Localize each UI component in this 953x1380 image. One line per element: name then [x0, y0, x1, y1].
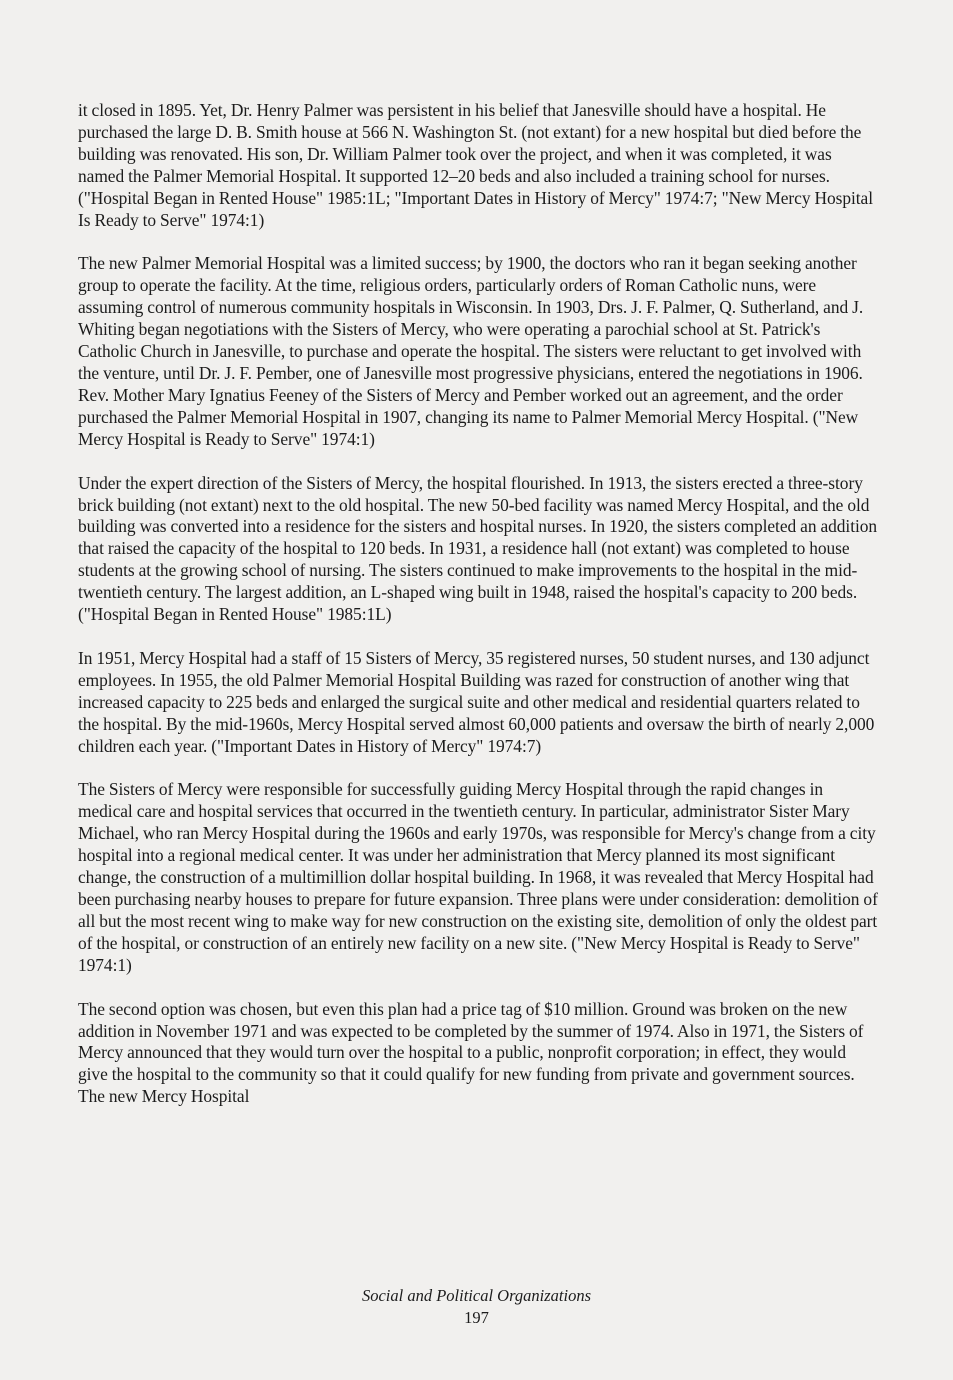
footer-section-title: Social and Political Organizations	[361, 1286, 591, 1305]
page-footer	[0, 1285, 953, 1329]
paragraph-palmer-hospital-origin: it closed in 1895. Yet, Dr. Henry Palmer was persistent in his belief that Janesville should have a hospital. He purchased the large D. B. Smith house at 566 N. Washington St. (not extant) for a new hospital but died before the building was renovated. His son, Dr. William Palmer took over the project, and when it was completed, it was named the Palmer Memorial Hospital. It supported 12–20 beds and also included a training school for nurses. ("Hospital Began in Rented House" 1985:1L; "Important Dates in History of Mercy" 1974:7; "New Mercy Hospital Is Ready to Serve" 1974:1)	[78, 100, 873, 230]
document-body	[78, 100, 878, 1130]
paragraph-regional-medical-center: The Sisters of Mercy were responsible for successfully guiding Mercy Hospital through the rapid changes in medical care and hospital services that occurred in the twentieth century. In particular, administrator Sister Mary Michael, who ran Mercy Hospital during the 1960s and early 1970s, was responsible for Mercy's change from a city hospital into a regional medical center. It was under her administration that Mercy planned its most significant change, the construction of a multimillion dollar hospital building. In 1968, it was revealed that Mercy Hospital had been purchasing nearby houses to prepare for future expansion. Three plans were under consideration: demolition of all but the most recent wing to make way for new construction on the existing site, demolition of only the oldest part of the hospital, or construction of an entirely new facility on a new site. ("New Mercy Hospital is Ready to Serve" 1974:1)	[78, 779, 878, 975]
paragraph-new-construction: The second option was chosen, but even this plan had a price tag of $10 million. Ground was broken on the new addition in November 1971 and was expected to be completed by the summer of 1974. Also in 1971, the Sisters of Mercy announced that they would turn over the hospital to a public, nonprofit corporation; in effect, they would give the hospital to the community so that it could qualify for new funding from private and government sources. The new Mercy Hospital	[78, 998, 864, 1107]
paragraph-1950s-growth: In 1951, Mercy Hospital had a staff of 15 Sisters of Mercy, 35 registered nurses, 50 student nurses, and 130 adjunct employees. In 1955, the old Palmer Memorial Hospital Building was razed for construction of another wing that increased capacity to 225 beds and enlarged the surgical suite and other medical and residential quarters related to the hospital. By the mid-1960s, Mercy Hospital served almost 60,000 patients and oversaw the birth of nearly 2,000 children each year. ("Important Dates in History of Mercy" 1974:7)	[78, 647, 875, 756]
page-number: 197	[464, 1308, 489, 1327]
paragraph-sisters-of-mercy-purchase: The new Palmer Memorial Hospital was a limited success; by 1900, the doctors who ran it began seeking another group to operate the facility. At the time, religious orders, particularly orders of Roman Catholic nuns, were assuming control of numerous community hospitals in Wisconsin. In 1903, Drs. J. F. Palmer, Q. Sutherland, and J. Whiting began negotiations with the Sisters of Mercy, who were operating a parochial school at St. Patrick's Catholic Church in Janesville, to purchase and operate the hospital. The sisters were reluctant to get involved with the venture, until Dr. J. F. Pember, one of Janesville most progressive physicians, entered the negotiations in 1906. Rev. Mother Mary Ignatius Feeney of the Sisters of Mercy and Pember worked out an agreement, and the order purchased the Palmer Memorial Hospital in 1907, changing its name to Palmer Memorial Mercy Hospital. ("New Mercy Hospital is Ready to Serve" 1974:1)	[78, 253, 864, 449]
paragraph-hospital-expansion: Under the expert direction of the Sisters of Mercy, the hospital flourished. In 1913, the sisters erected a three-story brick building (not extant) next to the old hospital. The new 50-bed facility was named Mercy Hospital, and the old building was converted into a residence for the sisters and hospital nurses. In 1920, the sisters completed an addition that raised the capacity of the hospital to 120 beds. In 1931, a residence hall (not extant) was completed to house students at the growing school of nursing. The sisters continued to make improvements to the hospital in the mid-twentieth century. The largest addition, an L-shaped wing built in 1948, raised the hospital's capacity to 200 beds. ("Hospital Began in Rented House" 1985:1L)	[78, 472, 878, 625]
